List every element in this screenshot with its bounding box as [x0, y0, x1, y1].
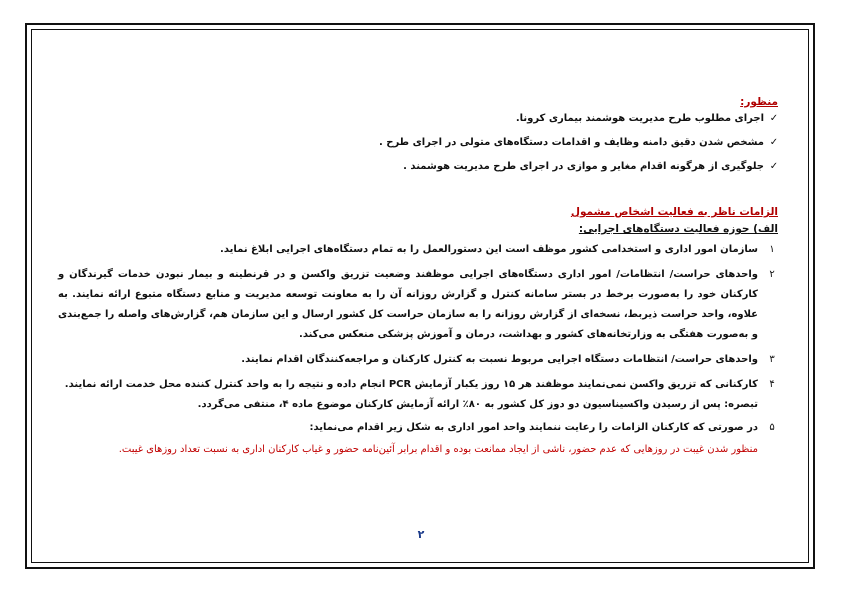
red-note-text: منظور شدن غیبت در روزهایی که عدم حضور، ناشی از ایجاد ممانعت بوده و اقدام برابر آئین‌نامه حضور و غیاب کارکنان اداری به نسبت تعداد روزهای غیبت.: [118, 444, 758, 455]
checkmark-icon: ✓: [769, 137, 779, 148]
list-item: ۳ واحدهای حراست/ انتظامات دستگاه اجرایی مربوط نسبت به کنترل کارکنان و مراجعه‌کنندگان اقدام نمایند.: [241, 354, 775, 365]
list-item: ✓ اجرای مطلوب طرح مدیریت هوشمند بیماری کرونا.: [515, 113, 779, 124]
purpose-list: [58, 112, 780, 174]
requirements-list: [58, 240, 780, 395]
document-body: [58, 95, 780, 459]
requirements-subheading: الف) حوزه فعالیت دستگاه‌های اجرایی:: [578, 223, 778, 235]
list-item: ۵ در صورتی که کارکنان الزامات را رعایت ننمایند واحد امور اداری به شکل زیر اقدام می‌نماید:: [309, 422, 775, 433]
requirements-list-continued: [58, 418, 780, 438]
purpose-heading: منظور:: [740, 96, 778, 108]
list-item: ۴ کارکنانی که تزریق واکسن نمی‌نمایند موظفند هر ۱۵ روز یکبار آزمایش PCR انجام داده و نتیجه را به واحد کنترل کننده محل خدمت ارائه نمایند.: [64, 379, 775, 390]
list-item: ۲ واحدهای حراست/ انتظامات/ امور اداری دستگاه‌های اجرایی موظفند وضعیت تزریق واکسن و در قرنطینه و بیمار نبودن خدمات گیرندگان و کارکنان خود را به‌صورت برخط در بستر سامانه کنترل و گزارش روزانه آن را به معاونت توسعه مدیریت و منابع دستگاه متبوع ارائه نمایند. به علاوه، واحد حراست ذیربط، نسخه‌ای از گزارش روزانه را به سازمان حراست کل کشور ارسال و این سازمان هم، گزارش‌های واصله را جمع‌بندی و به‌صورت هفتگی به وزارتخانه‌های کشور و بهداشت، درمان و آموزش پزشکی منعکس می‌کند.: [58, 269, 775, 340]
requirements-heading: الزامات ناظر به فعالیت اشخاص مشمول: [570, 206, 778, 218]
checkmark-icon: ✓: [769, 113, 779, 124]
list-item: ✓ مشخص شدن دقیق دامنه وظایف و اقدامات دستگاه‌های متولی در اجرای طرح .: [378, 137, 779, 148]
list-item: ۱ سازمان امور اداری و استخدامی کشور موظف است این دستورالعمل را به تمام دستگاه‌های اجرایی ابلاغ نماید.: [220, 244, 775, 255]
page-number: ۲: [417, 528, 425, 541]
note-text: تبصره: پس از رسیدن واکسیناسیون دو دوز کل کشور به ۸۰٪ ارائه آزمایش کارکنان موضوع ماده ۴، منتفی می‌گردد.: [197, 399, 758, 410]
list-item: ✓ جلوگیری از هرگونه اقدام مغایر و موازی در اجرای طرح مدیریت هوشمند .: [403, 161, 779, 172]
checkmark-icon: ✓: [769, 161, 779, 172]
